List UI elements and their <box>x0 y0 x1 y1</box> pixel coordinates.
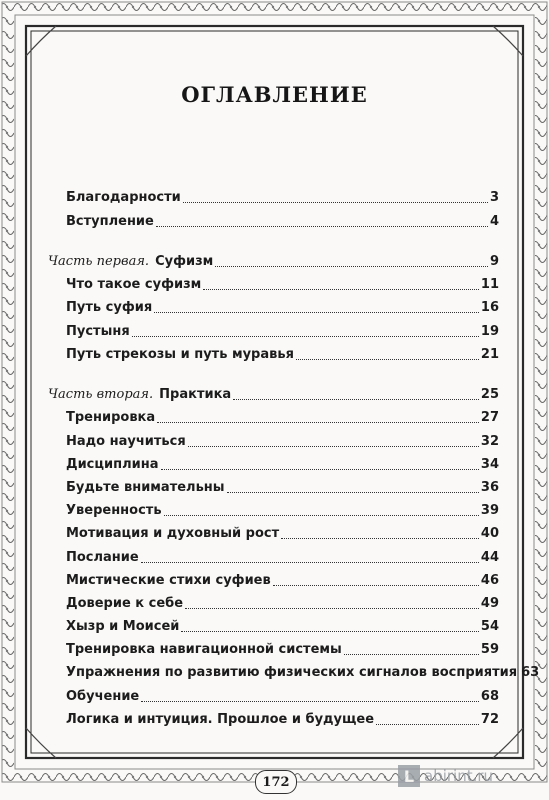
dot-leader <box>233 398 479 400</box>
toc-entry <box>66 343 499 363</box>
toc-entry <box>48 250 499 270</box>
dot-leader <box>161 468 479 470</box>
entry-title: Пустыня <box>66 324 130 339</box>
toc-entry <box>66 708 499 728</box>
dot-leader <box>281 537 479 539</box>
toc-entry <box>66 210 499 230</box>
entry-title: Благодарности <box>66 190 181 205</box>
entry-title: Что такое суфизм <box>66 277 202 292</box>
dot-leader <box>215 265 488 267</box>
dot-leader <box>296 358 479 360</box>
entry-page-number: 46 <box>480 573 499 588</box>
dot-leader <box>227 491 479 493</box>
watermark-logo-icon: L <box>398 765 420 787</box>
entry-page-number: 32 <box>480 434 499 449</box>
watermark-text: abirint.ru <box>424 767 494 785</box>
entry-title: Доверие к себе <box>66 596 184 611</box>
entry-title: Путь стрекозы и путь муравья <box>66 347 294 362</box>
entry-title: Уверенность <box>66 503 162 518</box>
entry-title: Путь суфия <box>66 300 153 315</box>
dot-leader <box>164 514 479 516</box>
entry-title: Обучение <box>66 689 140 704</box>
dot-leader <box>188 445 479 447</box>
entry-page-number: 40 <box>480 526 499 541</box>
entry-title: Логика и интуиция. Прошлое и будущее <box>66 712 375 727</box>
dot-leader <box>183 201 488 203</box>
toc-entry <box>66 296 499 316</box>
entry-title: Послание <box>66 550 139 565</box>
toc-entry <box>66 406 499 426</box>
toc-entry <box>66 546 499 566</box>
dot-leader <box>154 311 479 313</box>
entry-title: Дисциплина <box>66 457 159 472</box>
entry-page-number: 25 <box>480 387 499 402</box>
page-number: 172 <box>255 770 297 794</box>
entry-page-number: 72 <box>480 712 499 727</box>
entry-title: Тренировка навигационной системы <box>66 642 342 657</box>
toc-entry <box>66 615 499 635</box>
toc-entry <box>66 661 540 681</box>
entry-page-number: 36 <box>480 480 499 495</box>
part-prefix: Часть вторая. <box>48 387 154 402</box>
entry-page-number: 44 <box>480 550 499 565</box>
entry-page-number: 16 <box>480 300 499 315</box>
dot-leader <box>185 607 479 609</box>
dot-leader <box>141 700 479 702</box>
entry-page-number: 54 <box>480 619 499 634</box>
entry-page-number: 11 <box>480 277 499 292</box>
entry-page-number: 63 <box>521 665 540 680</box>
page-title: ОГЛАВЛЕНИЕ <box>181 82 368 107</box>
watermark <box>398 762 544 790</box>
entry-title: Практика <box>159 387 232 402</box>
toc-entry <box>66 592 499 612</box>
toc-entry <box>66 273 499 293</box>
entry-title: Мистические стихи суфиев <box>66 573 271 588</box>
entry-page-number: 59 <box>480 642 499 657</box>
entry-title: Суфизм <box>155 254 214 269</box>
entry-page-number: 4 <box>489 214 499 229</box>
toc-entry <box>66 569 499 589</box>
entry-page-number: 27 <box>480 410 499 425</box>
toc-entry <box>66 320 499 340</box>
toc-entry <box>66 638 499 658</box>
entry-page-number: 3 <box>489 190 499 205</box>
entry-title: Хызр и Моисей <box>66 619 180 634</box>
entry-page-number: 34 <box>480 457 499 472</box>
dot-leader <box>157 421 479 423</box>
entry-page-number: 49 <box>480 596 499 611</box>
dot-leader <box>203 288 479 290</box>
entry-page-number: 68 <box>480 689 499 704</box>
dot-leader <box>141 561 479 563</box>
dot-leader <box>181 630 478 632</box>
entry-title: Тренировка <box>66 410 156 425</box>
part-prefix: Часть первая. <box>48 254 150 269</box>
entry-title: Упражнения по развитию физических сигналов восприятия <box>66 665 518 680</box>
toc-entry <box>66 453 499 473</box>
toc-entry <box>66 430 499 450</box>
entry-title: Мотивация и духовный рост <box>66 526 280 541</box>
entry-page-number: 9 <box>489 254 499 269</box>
entry-page-number: 21 <box>480 347 499 362</box>
dot-leader <box>132 335 479 337</box>
toc-entry <box>66 499 499 519</box>
toc-entry <box>66 522 499 542</box>
entry-title: Будьте внимательны <box>66 480 225 495</box>
toc-entry <box>66 685 499 705</box>
toc-entry <box>66 186 499 206</box>
entry-title: Надо научиться <box>66 434 186 449</box>
entry-page-number: 19 <box>480 324 499 339</box>
dot-leader <box>156 225 488 227</box>
dot-leader <box>344 653 479 655</box>
toc-entry <box>66 476 499 496</box>
entry-page-number: 39 <box>480 503 499 518</box>
dot-leader <box>376 723 479 725</box>
toc-entry <box>48 383 499 403</box>
entry-title: Вступление <box>66 214 154 229</box>
dot-leader <box>273 584 479 586</box>
